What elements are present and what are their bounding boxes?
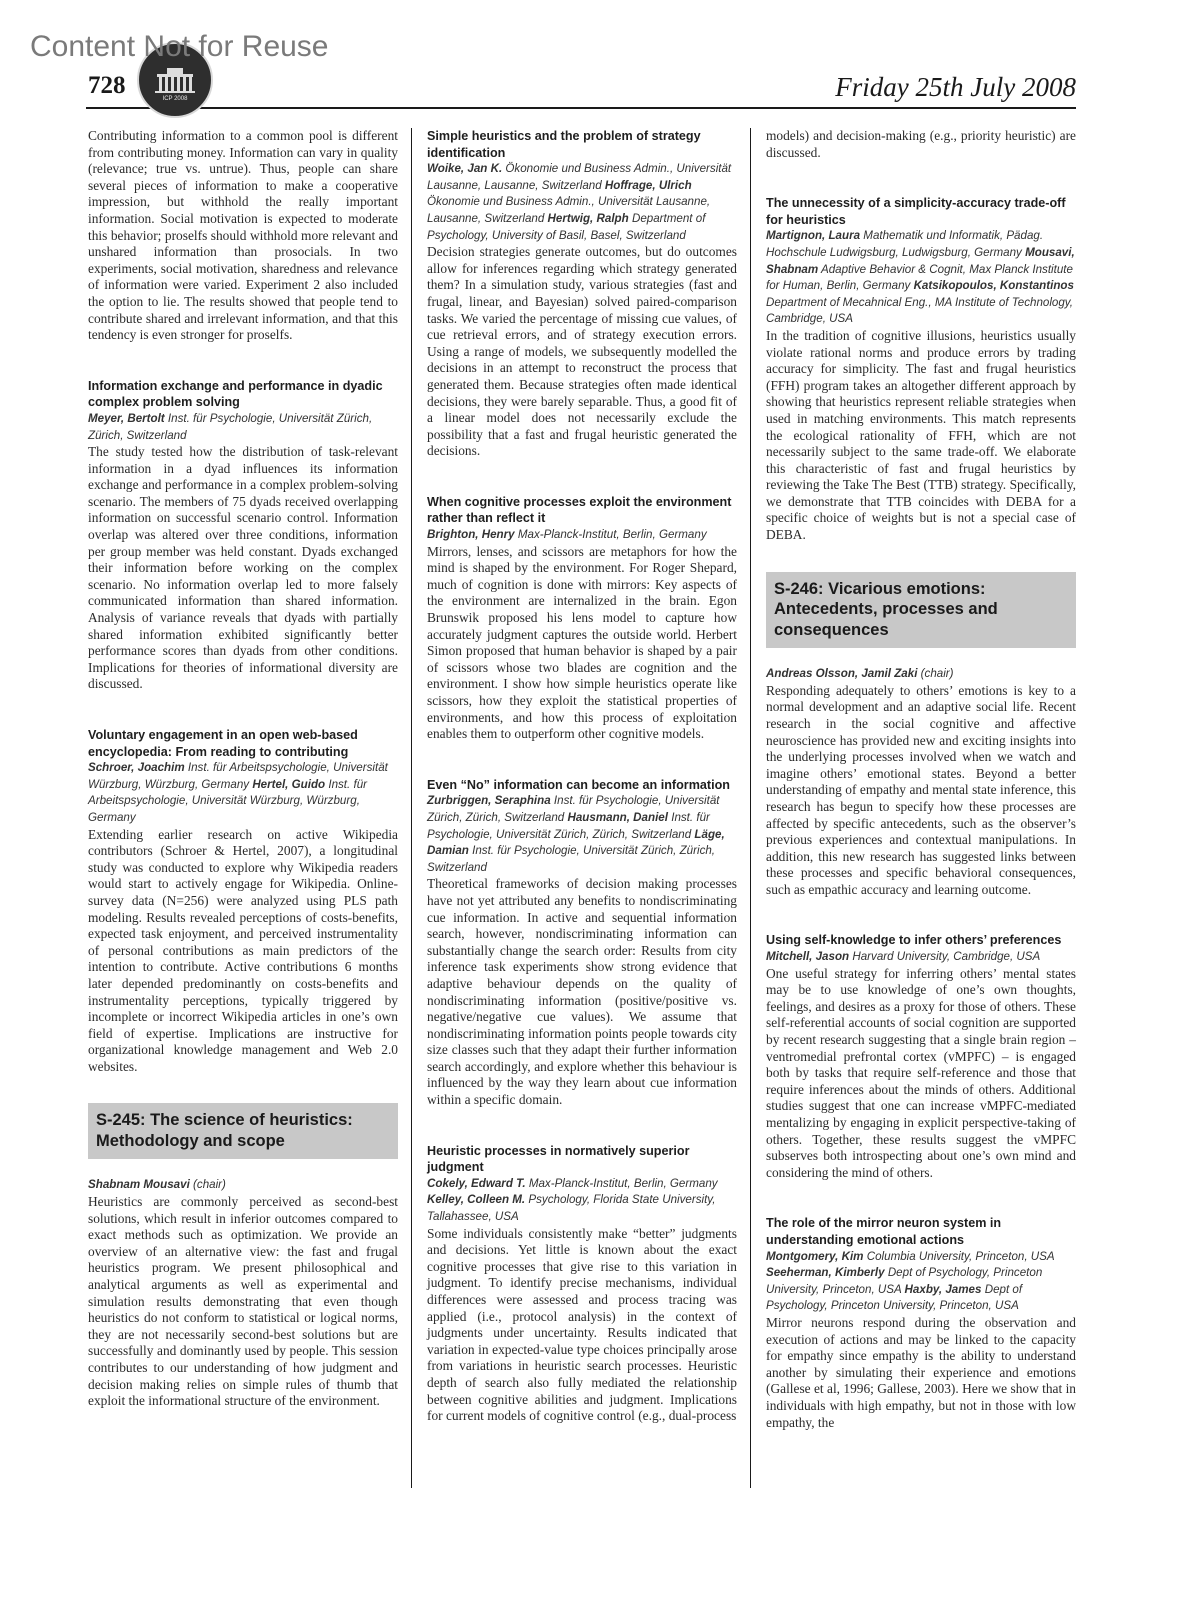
author-affiliation: Harvard University, Cambridge, USA <box>852 950 1041 964</box>
author-name: Hoffrage, Ulrich <box>604 178 692 192</box>
author-list <box>88 411 398 444</box>
column-divider <box>750 128 751 1488</box>
session-abstract-body: Responding adequately to others’ emotions is key to a normal development and an adaptive social life. Recent research in the social cognitive and affective neuroscience has provided new and exciting insights into the underlying processes involved when we watch and imagine others’ emotional states. Beyond a better understanding of empathy and mental state inference, this research has begun to specify how these processes are affected by specific antecedents, such as the observer’s previous experiences and contextual manipulations. In addition, this new research has suggested links between these processes and specific behavioral consequences, such as empathic accuracy and learning outcome. <box>766 682 1076 897</box>
watermark-text: Content Not for Reuse <box>30 30 329 63</box>
logo-text: ICP 2008 <box>162 96 188 102</box>
author-name: Läge, Damian <box>427 827 725 858</box>
author-affiliation: Dept of Psychology, Princeton University, Princeton, USA <box>766 1282 1023 1313</box>
author-name: Mitchell, Jason <box>766 950 850 964</box>
abstract <box>427 777 737 1109</box>
page-date: Friday 25th July 2008 <box>835 72 1076 102</box>
header-rule <box>86 107 1076 109</box>
session-chair <box>88 1177 398 1194</box>
abstract-body: Extending earlier research on active Wikipedia contributors (Schroer & Hertel, 2007), a longitudinal study was conducted to explore why Wikipedia readers would start to actively engage for Wikipedia. Online-survey data (N=256) were analyzed using PLS path modeling. Results revealed perceptions of costs-benefits, expected task enjoyment, and perceived instrumentality of personal contributions as main predictors of the intention to contribute. Active contributions 6 months later depended predominantly on costs-benefits and instrumentality perceptions, typically triggered by incomplete or incorrect Wikipedia articles in one’s own field of expertise. Implications are instructive for organizational knowledge management and Web 2.0 websites. <box>88 826 398 1074</box>
session-title: S-246: Vicarious emotions: Antecedents, processes and consequences <box>766 572 1076 649</box>
page-number: 728 <box>88 72 126 99</box>
author-name: Cokely, Edward T. <box>427 1176 526 1190</box>
abstract <box>766 128 1076 161</box>
author-list <box>427 161 737 244</box>
author-name: Kelley, Colleen M. <box>427 1193 526 1207</box>
author-affiliation: Psychology, Florida State University, Tallahassee, USA <box>427 1193 716 1224</box>
author-name: Haxby, James <box>904 1282 982 1296</box>
author-name: Hertel, Guido <box>252 777 326 791</box>
chair-role: (chair) <box>920 667 954 681</box>
abstract-body: One useful strategy for inferring others’ mental states may be to use knowledge of one’s own thoughts, feelings, and desires as a proxy for those of others. These self-referential accounts of social cognition are supported by recent research suggesting that a single brain region – ventromedial prefrontal cortex (vMPFC) – is engaged both by tasks that require self-reference and those that require inferences about the minds of others. Additional studies suggest that one can increase vMPFC-mediated mentalizing by engaging in explicit perspective-taking of others. Together, these results suggest the vMPFC subserves both introspecting about one’s own mind and considering the mind of others. <box>766 965 1076 1180</box>
abstract <box>427 1143 737 1425</box>
abstract-title: Simple heuristics and the problem of strategy identification <box>427 129 701 160</box>
abstract-title: Information exchange and performance in dyadic complex problem solving <box>88 378 383 410</box>
abstract-title: The unnecessity of a simplicity-accuracy trade-off for heuristics <box>766 196 1066 227</box>
author-affiliation: Adaptive Behavior & Cognit, Max Planck Institute for Human, Berlin, Germany <box>766 262 1073 293</box>
abstract-title: Voluntary engagement in an open web-based encyclopedia: From reading to contributing <box>88 728 358 759</box>
author-affiliation: Inst. für Psychologie, Universität Zürich, Zürich, Switzerland <box>427 844 716 874</box>
abstract-title: When cognitive processes exploit the environment rather than reflect it <box>427 494 732 526</box>
chair-role: (chair) <box>193 1178 226 1192</box>
author-name: Montgomery, Kim <box>766 1249 864 1263</box>
author-name: Hertwig, Ralph <box>547 211 629 225</box>
author-name: Brighton, Henry <box>427 528 515 542</box>
author-name: Woike, Jan K. <box>427 162 503 176</box>
author-affiliation: Mathematik und Informatik, Pädag. Hochschule Ludwigsburg, Ludwigsburg, Germany <box>766 229 1044 259</box>
abstract <box>427 128 737 460</box>
author-name: Martignon, Laura <box>766 229 861 243</box>
abstract <box>766 932 1076 1181</box>
abstract <box>766 195 1076 543</box>
author-name: Seeherman, Kimberly <box>766 1266 885 1280</box>
column-3 <box>766 128 1076 1465</box>
chair-name: Shabnam Mousavi <box>88 1178 190 1192</box>
author-affiliation: Department of Psychology, University of Basil, Basel, Switzerland <box>427 211 706 242</box>
author-affiliation: Ökonomie und Business Admin., Universität Lausanne, Lausanne, Switzerland <box>427 195 711 225</box>
abstract <box>88 727 398 1075</box>
author-affiliation: Inst. für Psychologie, Universität Zürich, Zürich, Switzerland <box>427 794 720 824</box>
author-affiliation: Columbia University, Princeton, USA <box>866 1249 1055 1263</box>
abstract-body: In the tradition of cognitive illusions, heuristics usually violate rational norms and produce errors by trading accuracy for simplicity. The fast and frugal heuristics (FFH) program takes an altogether different approach by showing that heuristics represent reliable strategies when used in matching environments. This match represents the ecological rationality of FFH, which are not necessarily subject to the same trade-off. We elaborate this characteristic of fast and frugal heuristics by reviewing the Take The Best (TTB) strategy. Specifically, we demonstrate that TTB coincides with DEBA for a specific choice of weights but is not a special case of DEBA. <box>766 327 1076 543</box>
abstract-body: models) and decision-making (e.g., priority heuristic) are discussed. <box>766 128 1076 160</box>
session-abstract-body: Heuristics are commonly perceived as second-best solutions, which result in inferior outcomes compared to exact methods such as optimization. We provide an overview of an alternative view: the fast and frugal heuristics program. We present philosophical and analytical arguments as well as experimental and simulation results demonstrating that even though heuristics do not conform to statistical or logical norms, they are not necessarily second-best solutions but are successfully and dominantly used by people. This session contributes to our understanding of how judgment and decision making relies on simple rules of thumb that exploit the informational structure of the environment. <box>88 1194 398 1409</box>
author-affiliation: Max-Planck-Institut, Berlin, Germany <box>517 528 707 542</box>
author-name: Zurbriggen, Seraphina <box>427 794 551 808</box>
abstract-title: Heuristic processes in normatively superior judgment <box>427 1143 690 1175</box>
author-affiliation: Inst. für Psychologie, Universität Zürich, Zürich, Switzerland <box>427 810 710 841</box>
abstract-title: Using self-knowledge to infer others’ preferences <box>766 933 1062 948</box>
author-affiliation: Inst. für Arbeitspsychologie, Universität Würzburg, Würzburg, Germany <box>88 777 368 824</box>
author-name: Hausmann, Daniel <box>567 810 668 824</box>
session-title: S-245: The science of heuristics: Methodology and scope <box>88 1103 398 1159</box>
author-affiliation: Ökonomie und Business Admin., Universität Lausanne, Lausanne, Switzerland <box>427 162 732 192</box>
abstract-body: Some individuals consistently make “better” judgments and decisions. Yet little is known about the exact cognitive processes that give rise to this variation in judgment. To identify precise mechanisms, individual differences were assessed and process tracing was applied (i.e., protocol analysis) in the context of judgments under uncertainty. Results indicated that variation in expected-value type choices principally arose from variations in heuristic search processes. Heuristic depth of search also fully mediated the relationship between cognitive abilities and judgment. Implications for current models of cognitive control (e.g., dual-process <box>427 1225 737 1424</box>
author-list <box>427 527 737 544</box>
author-name: Mousavi, Shabnam <box>766 245 1075 276</box>
abstract <box>427 494 737 743</box>
column-2 <box>427 128 737 1459</box>
session-chair <box>766 666 1076 683</box>
abstract <box>766 1215 1076 1431</box>
author-affiliation: Department of Mecahnical Eng., MA Institute of Technology, Cambridge, USA <box>766 295 1073 326</box>
author-list <box>766 949 1076 966</box>
abstract-body: Contributing information to a common pool is different from contributing money. Information can vary in quality (relevance; true vs. untrue). Thus, people can share several pieces of information to make a cooperative impression, but withhold the really important information. Social motivation is expected to moderate this behavior; proselfs should withhold more relevant and unshared information than prosocials. In two experiments, social motivation, sharedness and relevance of information were varied. Experiment 2 also included the option to lie. The results showed that people tend to contribute shared and irrelevant information, and that this tendency is even stronger for proselfs. <box>88 128 398 343</box>
author-list <box>766 1249 1076 1315</box>
author-list <box>88 760 398 826</box>
chair-name: Andreas Olsson, Jamil Zaki <box>766 667 918 681</box>
author-affiliation: Max-Planck-Institut, Berlin, Germany <box>528 1176 718 1190</box>
author-name: Katsikopoulos, Konstantinos <box>913 279 1074 293</box>
abstract <box>88 128 398 344</box>
author-affiliation: Dept of Psychology, Princeton University, Princeton, USA <box>766 1266 1043 1296</box>
abstract-body: The study tested how the distribution of task-relevant information in a dyad influences its information exchange and performance in a complex problem-solving scenario. The members of 75 dyads received overlapping information on successful scenario control. Information overlap was altered over three conditions, information per group member was held constant. Dyads exchanged their information before working on the complex scenario. No information overlap led to more falsely communicated information than shared information. Analysis of variance reveals that dyads with partially shared information exhibited significantly better performance scores than dyads from other conditions. Implications for theories of informational diversity are discussed. <box>88 444 398 692</box>
author-list <box>427 1176 737 1226</box>
abstract-body: Decision strategies generate outcomes, but do outcomes allow for inferences regarding which strategy generated them? In a simulation study, various strategies (fast and frugal, linear, and Bayesian) solved paired-comparison tasks. We varied the percentage of missing cue values, of cue retrieval errors, and of strategy execution errors. Using a range of models, we subsequently modelled the decisions in an attempt to reconstruct the process that generated them. Because strategies often made identical decisions, they were barely separable. Thus, a good fit of a linear model does not necessarily exclude the possibility that a fast and frugal heuristic generated the decisions. <box>427 244 737 459</box>
abstract-body: Mirror neurons respond during the observation and execution of actions and may be linked to the capacity for empathy since empathy is the ability to understand another by simulating their experience and emotions (Gallese et al, 1996; Gallese, 2003). Here we show that in individuals with high empathy, but not in those with low empathy, the <box>766 1314 1076 1430</box>
column-1 <box>88 128 398 1444</box>
abstract-body: Mirrors, lenses, and scissors are metaphors for how the mind is shaped by the environment. For Roger Shepard, much of cognition is done with mirrors: Key aspects of the environment are internalized in the brain. Egon Brunswik proposed his lens model to capture how accurately judgment captures the outside world. Herbert Simon proposed that human behavior is shaped by a pair of scissors whose two blades are cognition and the environment. I show how simple heuristics operate like scissors, how they exploit the statistical properties of environments, and how this process of exploitation enables them to outperform other cognitive models. <box>427 543 737 742</box>
author-name: Meyer, Bertolt <box>88 411 165 425</box>
column-divider <box>411 128 412 1488</box>
author-list <box>427 793 737 876</box>
abstract-title: Even “No” information can become an information <box>427 777 730 792</box>
abstract <box>88 378 398 693</box>
abstract-body: Theoretical frameworks of decision making processes have not yet attributed any benefits to nondiscriminating cue information. In active and sequential information search, however, nondiscriminating information can substantially change the search order: Results from city inference task experiments show strong evidence that adaptive behaviour depends on the quality of nondiscriminating information (positive/positive vs. negative/negative cue values). We assume that nondiscriminating information points people towards city size classes such that they adapt their further information search accordingly, and explore whether this behaviour is influenced by the way they learn about cue information within a specific domain. <box>427 876 737 1108</box>
author-name: Schroer, Joachim <box>88 761 185 775</box>
author-list <box>766 228 1076 328</box>
abstract-title: The role of the mirror neuron system in understanding emotional actions <box>766 1216 1002 1247</box>
author-affiliation: Inst. für Psychologie, Universität Zürich, Zürich, Switzerland <box>88 411 373 442</box>
author-affiliation: Inst. für Arbeitspsychologie, Universität Würzburg, Würzburg, Germany <box>88 761 388 791</box>
